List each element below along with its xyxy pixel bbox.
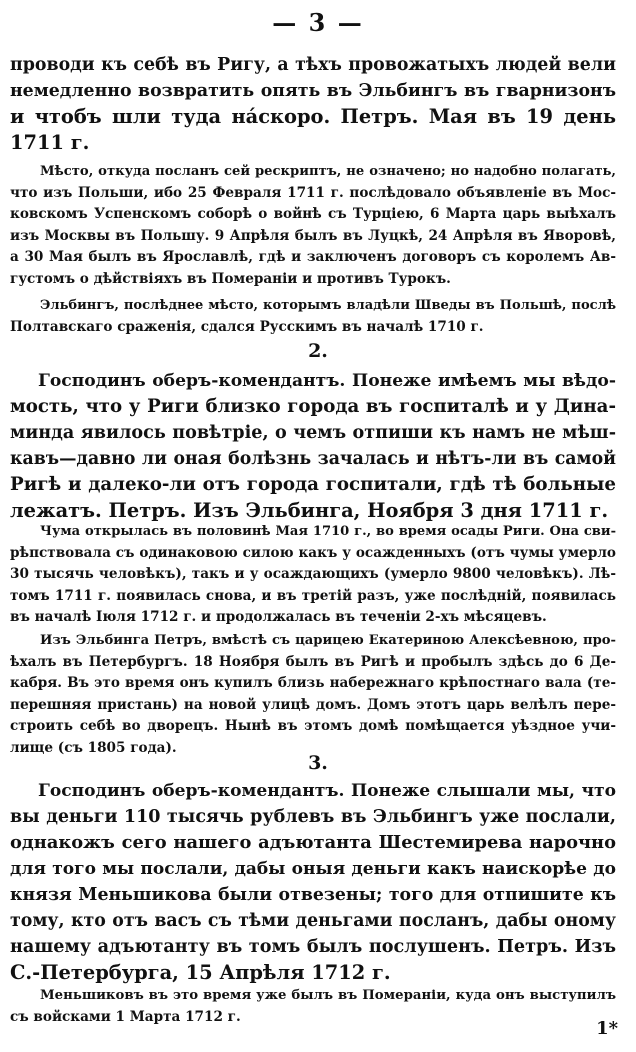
note-line: Мѣсто, откуда посланъ сей рескриптъ, не означено; но надобно полагать, [40, 164, 616, 179]
note-line: строить себѣ во дворецъ. Нынѣ въ этомъ домѣ помѣщается уѣздное учи- [10, 718, 616, 734]
section-number-3: 3. [308, 752, 328, 774]
note-line: ѣхалъ въ Петербургъ. 18 Ноября былъ въ Ригѣ и пробылъ здѣсь до 6 Де- [10, 653, 616, 670]
section-number-2: 2. [308, 340, 328, 362]
note-line: а 30 Мая былъ въ Ярославлѣ, гдѣ и заключенъ договоръ съ королемъ Ав- [10, 249, 616, 265]
note-line: въ началѣ Іюля 1712 г. и продолжалась въ теченіи 2-хъ мѣсяцевъ. [10, 609, 547, 625]
text-line: С.-Петербурга, 15 Апрѣля 1712 г. [10, 961, 391, 984]
note-line: Эльбингъ, послѣднее мѣсто, которымъ владѣли Шведы въ Польшѣ, послѣ [40, 298, 616, 313]
note-line: 30 тысячь человѣкъ), такъ и у осаждающихъ (умерло 9800 человѣкъ). Лѣ- [10, 566, 616, 582]
note-line: Чума открылась въ половинѣ Мая 1710 г., во время осады Риги. Она сви- [40, 524, 616, 539]
footnote-1b [10, 295, 616, 338]
text-line: для того мы послали, дабы оныя деньги какъ наискорѣе до [10, 859, 616, 879]
text-line: однакожъ сего нашего адъютанта Шестемирева нарочно [10, 832, 616, 853]
text-line: Ригѣ и далеко-ли отъ города госпитали, гдѣ тѣ больные [10, 474, 616, 495]
note-line: что изъ Польши, ибо 25 Февраля 1711 г. послѣдовало объявленіе въ Мос- [10, 184, 616, 201]
text-line: проводи къ себѣ въ Ригу, а тѣхъ провожатыхъ людей вели [10, 55, 616, 75]
note-line: Изъ Эльбинга Петръ, вмѣстѣ съ царицею Екатериною Алексѣевною, про- [40, 633, 616, 648]
text-line: нашему адъютанту въ томъ былъ послушенъ. Петръ. Изъ [10, 936, 616, 957]
note-line: томъ 1711 г. появилась снова, и въ третій разъ, уже послѣдній, появилась [10, 587, 616, 604]
note-line: изъ Москвы въ Польшу. 9 Апрѣля былъ въ Луцкѣ, 24 Апрѣля въ Яворовѣ, [10, 227, 616, 244]
text-line: 1711 г. [10, 131, 90, 154]
letter-2 [10, 368, 616, 524]
footnote-2b [10, 630, 616, 759]
note-line: рѣпствовала съ одинаковою силою какъ у осажденныхъ (отъ чумы умерло [10, 544, 616, 561]
letter-1-tail [10, 52, 616, 156]
text-line: мость, что у Риги близко города въ госпиталѣ и у Дина- [10, 396, 616, 417]
note-line: густомъ о дѣйствіяхъ въ Помераніи и противъ Турокъ. [10, 270, 451, 287]
footnote-2a [10, 521, 616, 629]
printer-signature-mark: 1* [596, 1018, 618, 1039]
note-line: съ войсками 1 Марта 1712 г. [10, 1008, 241, 1025]
footnote-1a [10, 161, 616, 290]
text-line: тому, кто отъ васъ съ тѣми деньгами посланъ, дабы оному [10, 911, 616, 931]
note-line: кабря. Въ это время онъ купилъ близь набережнаго крѣпостнаго вала (те- [10, 675, 616, 691]
text-line: кавъ—давно ли оная болѣзнь зачалась и нѣтъ-ли въ самой [10, 449, 616, 469]
text-line: князя Меньшикова были отвезены; того для отпишите къ [10, 885, 616, 905]
letter-3 [10, 778, 616, 986]
note-line: перешняя пристань) на новой улицѣ домъ. Домъ этотъ царь велѣлъ пере- [10, 696, 616, 713]
text-line: немедленно возвратить опять въ Эльбингъ въ гварнизонъ [10, 81, 616, 101]
text-line: и чтобъ шли туда на́скоро. Петръ. Мая въ 19 день [10, 105, 616, 128]
text-line: Господинъ оберъ-комендантъ. Понеже имѣемъ мы вѣдо- [38, 371, 616, 391]
text-line: Господинъ оберъ-комендантъ. Понеже слышали мы, что [38, 781, 616, 801]
text-line: вы деньги 110 тысячь рублевъ въ Эльбингъ уже послали, [10, 807, 616, 827]
note-line: Полтавскаго сраженія, сдался Русскимъ въ началѣ 1710 г. [10, 318, 484, 335]
note-line: Меньшиковъ въ это время уже былъ въ Помераніи, куда онъ выступилъ [40, 988, 616, 1003]
text-line: лежатъ. Петръ. Изъ Эльбинга, Ноября 3 дня 1711 г. [10, 499, 609, 522]
note-line: ковскомъ Успенскомъ соборѣ о войнѣ съ Турціею, 6 Марта царь выѣхалъ [10, 206, 616, 222]
page-number: — 3 — [272, 8, 364, 37]
footnote-3 [10, 985, 616, 1028]
text-line: минда явилось повѣтріе, о чемъ отпиши къ намъ не мѣш- [10, 422, 616, 443]
note-line: лище (съ 1805 года). [10, 739, 177, 756]
